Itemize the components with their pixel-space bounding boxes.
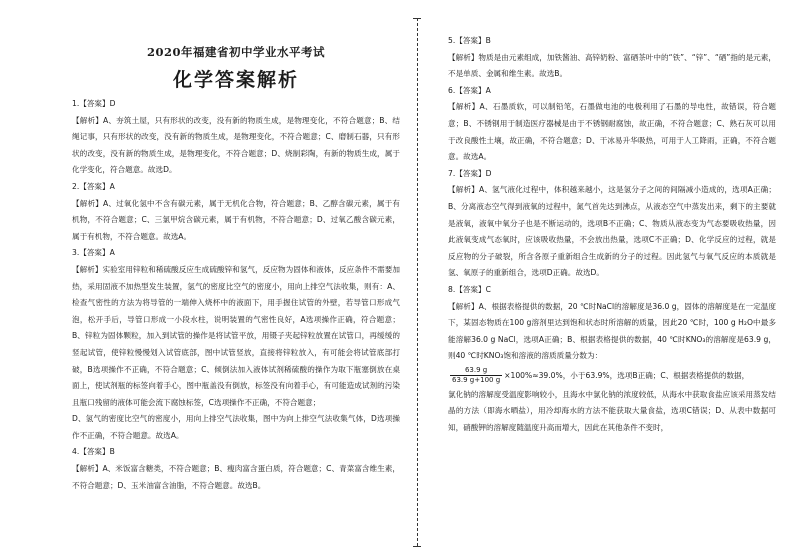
answer-5: 5.【答案】B [448,36,491,45]
fraction-suffix: ×100%≈39.0%，小于63.9%，选项B正确；C、根据表格提供的数据， [504,370,750,380]
divider-bottom-tick [413,546,421,547]
answer-4: 4.【答案】B [72,447,115,457]
answer-3: 3.【答案】A [72,248,115,258]
mass-fraction-formula [448,365,776,387]
divider-top-tick [413,18,421,19]
exam-title: 2020年福建省初中学业水平考试 [146,45,325,59]
analysis-7: 【解析】A、氢气液化过程中，体积越来越小，这是氢分子之间的间隔减小造成的，选项A正确；B、分离液态空气得到液氧的过程中，氮气首先达到沸点，从液态空气中蒸发出来，剩下的主要就是液氧，液氧中氧分子也是不断运动的，选项B不正确；C、物质从液态变为气态要吸收热量，因此液氧变成气态氧时，应该吸收热量，不会放出热量，选项C不正确；D、化学反应的过程，就是反应物的分子破裂，所含各原子重新组合生成新的分子的过程。因此氢气与氧气反应的本质就是氢、氧原子的重新组合，选项D正确。故选D。 [448,185,776,278]
fraction [450,366,502,385]
fraction-denominator: 63.9 g+100 g [452,376,501,385]
column-divider [417,18,418,546]
answer-6: 6.【答案】A [448,85,491,95]
analysis-3-continued: D、氢气的密度比空气的密度小，用向上排空气法收集，图中为向上排空气法收集气体，D选项操作不正确，不符合题意。故选A。 [72,414,400,440]
analysis-8: 【解析】A、根据表格提供的数据，20 ℃时NaCl的溶解度是36.0 g，固体的溶解度是在一定温度下，某固态物质在100 g溶剂里达到饱和状态时所溶解的质量，因此20 ℃时，100 g H₂O中最多能溶解36.0 g NaCl，选项A正确；B、根据表格提供的数据，40 ℃时KNO₃的溶解度是63.9 g，则40 ℃时KNO₃饱和溶液的溶质质量分数为： [448,301,776,361]
answer-1: 1.【答案】D [72,99,116,108]
analysis-5: 【解析】物质是由元素组成，加铁酱油、高锌奶粉、富硒茶叶中的“铁”、“锌”、“硒”指的是元素，不是单质、金属和维生素。故选B。 [448,52,776,79]
analysis-4: 【解析】A、米饭富含糖类，不符合题意；B、瘦肉富含蛋白质，符合题意；C、青菜富含维生素，不符合题意；D、玉米油富含油脂，不符合题意。故选B。 [72,464,400,490]
document-title: 化学答案解析 [172,69,299,91]
right-column [448,36,776,437]
analysis-8-continued: 氯化钠的溶解度受温度影响较小，且海水中氯化钠的浓度较低，从海水中获取食盐应该采用蒸发结晶的方法（即海水晒盐），用冷却海水的方法不能获取大量食盐，选项C错误；D、从表中数据可知，硝酸钾的溶解度随温度升高而增大，因此在其他条件不变时， [448,389,776,433]
analysis-3: 【解析】实验室用锌粒和稀硫酸反应生成硫酸锌和氢气，反应物为固体和液体，反应条件不需要加热，采用固液不加热型发生装置，氢气的密度比空气的密度小，用向上排空气法收集，则有：A、检查气密性的方法为将导管的一端伸入烧杯中的液面下，用手握住试管的外壁，若导管口形成气泡，松开手后，导管口形成一小段水柱，说明装置的气密性良好，A选项操作正确，符合题意；B、锌粒为固体颗粒，加入到试管的操作是将试管平放，用镊子夹起锌粒放置在试管口，再缓缓的竖起试管，使锌粒慢慢划入试管底部，图中试管竖放，直接将锌粒放入，有可能会将试管底部打破，B选项操作不正确，不符合题意；C、倾倒法加入液体试剂稀硫酸的操作为取下瓶塞倒放在桌面上，使试剂瓶的标签向着手心，图中瓶盖没有倒放，标签没有向着手心，有可能造成试剂的污染且瓶口残留的液体可能会流下腐蚀标签，C选项操作不正确，不符合题意； [72,264,400,407]
left-column [72,40,400,494]
fraction-numerator: 63.9 g [450,366,502,376]
answer-7: 7.【答案】D [448,168,492,178]
analysis-1: 【解析】A、夯筑土屋，只有形状的改变，没有新的物质生成，是物理变化，不符合题意；B、结绳记事，只有形状的改变，没有新的物质生成，是物理变化，不符合题意；C、磨制石器，只有形状的改变，没有新的物质生成，是物理变化，不符合题意；D、烧制彩陶，有新的物质生成，属于化学变化，符合题意。故选D。 [72,115,400,175]
answer-2: 2.【答案】A [72,181,115,191]
analysis-2: 【解析】A、过氧化氢中不含有碳元素，属于无机化合物，符合题意；B、乙醇含碳元素，属于有机物，不符合题意；C、三氯甲烷含碳元素，属于有机物，不符合题意；D、过氧乙酸含碳元素，属于有机物，不符合题意。故选A。 [72,198,400,241]
analysis-6: 【解析】A、石墨质软，可以制铅笔，石墨做电池的电极利用了石墨的导电性，故错误，符合题意；B、不锈钢用于制造医疗器械是由于不锈钢耐腐蚀，故正确，不符合题意；C、熟石灰可以用于改良酸性土壤，故正确，不符合题意；D、干冰易升华吸热，可用于人工降雨，正确，不符合题意。故选A。 [448,102,776,162]
answer-8: 8.【答案】C [448,284,491,294]
